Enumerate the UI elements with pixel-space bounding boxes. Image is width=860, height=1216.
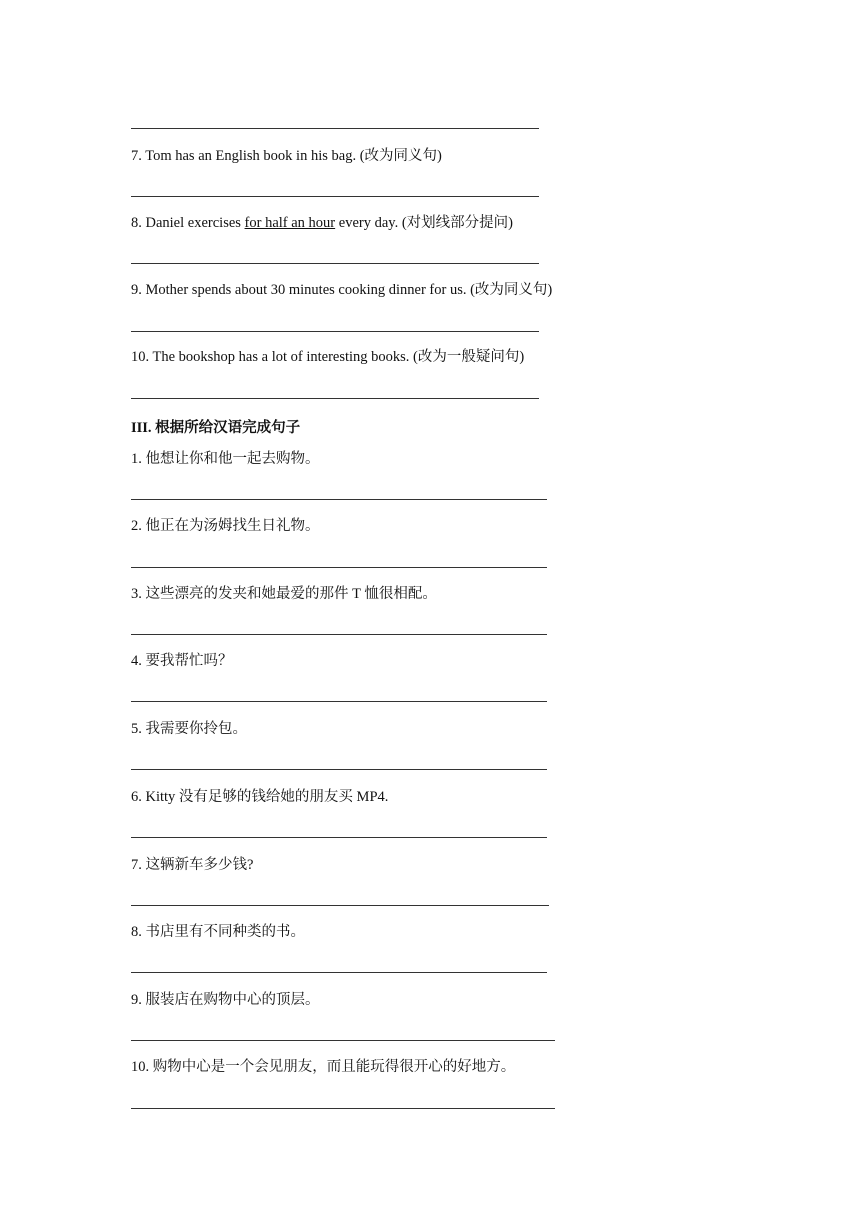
question-8 bbox=[131, 214, 513, 232]
translation-item-10: 10. 购物中心是一个会见朋友，而且能玩得很开心的好地方。 bbox=[131, 1059, 516, 1075]
answer-line bbox=[131, 1040, 555, 1041]
translation-item-8: 8. 书店里有不同种类的书。 bbox=[131, 924, 305, 940]
answer-line bbox=[131, 905, 549, 906]
question-8-after: every day. (对划线部分提问) bbox=[335, 215, 513, 231]
answer-line bbox=[131, 196, 539, 197]
translation-item-5: 5. 我需要你拎包。 bbox=[131, 721, 247, 737]
translation-item-6: 6. Kitty 没有足够的钱给她的朋友买 MP4. bbox=[131, 789, 389, 805]
answer-line bbox=[131, 769, 547, 770]
answer-line bbox=[131, 128, 539, 129]
translation-item-7: 7. 这辆新车多少钱? bbox=[131, 857, 254, 873]
answer-line bbox=[131, 1108, 555, 1109]
translation-item-1: 1. 他想让你和他一起去购物。 bbox=[131, 451, 320, 467]
section-heading: III. 根据所给汉语完成句子 bbox=[131, 420, 301, 436]
answer-line bbox=[131, 398, 539, 399]
translation-item-3: 3. 这些漂亮的发夹和她最爱的那件 T 恤很相配。 bbox=[131, 586, 437, 602]
question-9: 9. Mother spends about 30 minutes cooking dinner for us. (改为同义句) bbox=[131, 282, 553, 298]
answer-line bbox=[131, 263, 539, 264]
answer-line bbox=[131, 499, 547, 500]
answer-line bbox=[131, 972, 547, 973]
translation-item-2: 2. 他正在为汤姆找生日礼物。 bbox=[131, 518, 320, 534]
translation-item-4: 4. 要我帮忙吗？ bbox=[131, 653, 233, 669]
answer-line bbox=[131, 634, 547, 635]
answer-line bbox=[131, 567, 547, 568]
answer-line bbox=[131, 331, 539, 332]
answer-line bbox=[131, 701, 547, 702]
translation-item-9: 9. 服装店在购物中心的顶层。 bbox=[131, 992, 320, 1008]
question-8-underlined: for half an hour bbox=[244, 215, 336, 231]
question-10: 10. The bookshop has a lot of interesting books. (改为一般疑问句) bbox=[131, 349, 525, 365]
answer-line bbox=[131, 837, 547, 838]
question-7: 7. Tom has an English book in his bag. (改为同义句) bbox=[131, 148, 442, 164]
question-8-before: 8. Daniel exercises bbox=[131, 215, 245, 231]
